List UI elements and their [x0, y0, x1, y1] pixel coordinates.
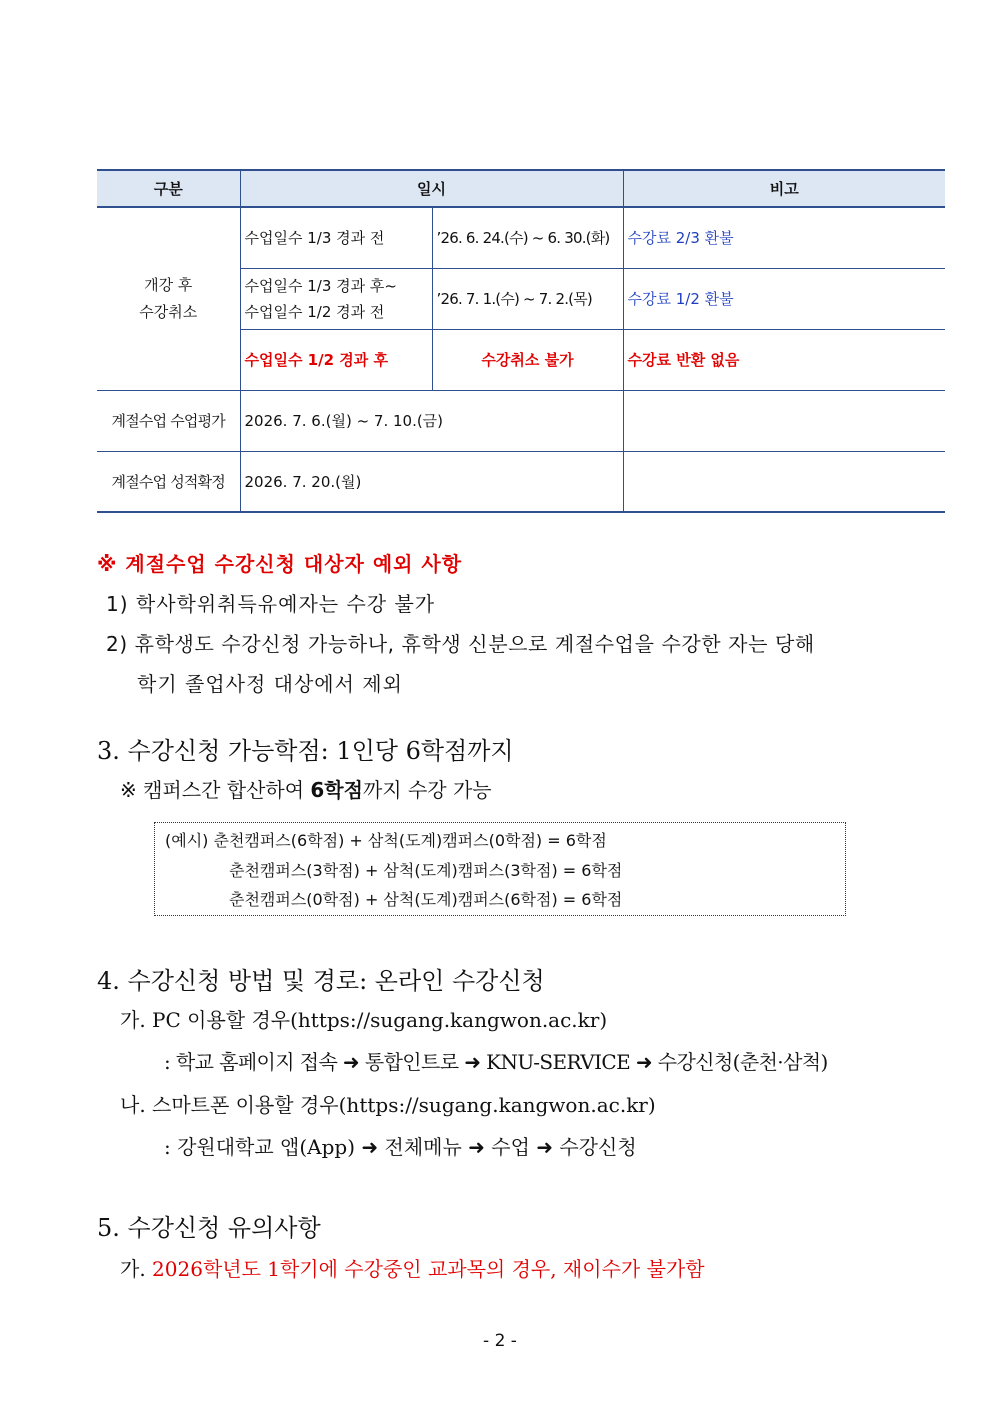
cancel-group-label-line1: 개강 후 [144, 275, 193, 294]
example-line-1: (예시) 춘천캠퍼스(6학점) + 삼척(도계)캠퍼스(0학점) = 6학점 [165, 831, 607, 850]
period-line1: 수업일수 1/3 경과 후~ [244, 276, 397, 295]
cancel-group-label-line2: 수강취소 [139, 302, 198, 321]
period-line2: 수업일수 1/2 경과 전 [244, 302, 385, 321]
date-cell: 수강취소 불가 [432, 329, 623, 390]
section3-title: 3. 수강신청 가능학점: 1인당 6학점까지 [97, 737, 514, 765]
note-cell: 수강료 1/2 환불 [623, 268, 945, 329]
grade-label-cell: 계절수업 성적확정 [97, 451, 240, 512]
section4-b-title: 나. 스마트폰 이용할 경우(https://sugang.kangwon.ac.kr) [120, 1093, 656, 1117]
exceptions-title: ※ 계절수업 수강신청 대상자 예외 사항 [97, 552, 463, 576]
period-cell: 수업일수 1/3 경과 전 [240, 207, 432, 268]
section3-note-bold: 6학점 [310, 778, 363, 802]
example-line-3: 춘천캠퍼스(0학점) + 삼척(도계)캠퍼스(6학점) = 6학점 [229, 890, 623, 909]
section4-a-title: 가. PC 이용할 경우(https://sugang.kangwon.ac.kr) [120, 1008, 608, 1032]
credit-example-box [154, 822, 846, 916]
header-date: 일시 [240, 170, 623, 207]
example-line-2: 춘천캠퍼스(3학점) + 삼척(도계)캠퍼스(3학점) = 6학점 [229, 861, 623, 880]
section4-a-path: : 학교 홈페이지 접속 ➜ 통합인트로 ➜ KNU-SERVICE ➜ 수강신청(춘천·삼척) [164, 1050, 828, 1074]
exception-item-2-line1: 2) 휴학생도 수강신청 가능하나, 휴학생 신분으로 계절수업을 수강한 자는 당해 [106, 632, 815, 656]
section4-b-path: : 강원대학교 앱(App) ➜ 전체메뉴 ➜ 수업 ➜ 수강신청 [164, 1135, 637, 1159]
section5-title: 5. 수강신청 유의사항 [97, 1214, 321, 1242]
section5-a-prefix: 가. [120, 1257, 153, 1281]
period-cell [240, 268, 432, 329]
section5-a [120, 1253, 705, 1282]
grade-date-cell: 2026. 7. 20.(월) [240, 451, 623, 512]
eval-date-cell: 2026. 7. 6.(월) ~ 7. 10.(금) [240, 390, 623, 451]
grade-note-cell [623, 451, 945, 512]
section4-title: 4. 수강신청 방법 및 경로: 온라인 수강신청 [97, 967, 545, 995]
section3-note-suffix: 까지 수강 가능 [362, 778, 492, 802]
period-cell: 수업일수 1/2 경과 후 [240, 329, 432, 390]
note-cell: 수강료 반환 없음 [623, 329, 945, 390]
exception-item-1: 1) 학사학위취득유예자는 수강 불가 [106, 592, 436, 616]
exception-item-2-line2: 학기 졸업사정 대상에서 제외 [137, 672, 403, 696]
date-cell: ’26. 7. 1.(수) ~ 7. 2.(목) [432, 268, 623, 329]
schedule-table [97, 169, 945, 513]
date-cell: ’26. 6. 24.(수) ~ 6. 30.(화) [432, 207, 623, 268]
section3-note-prefix: ※ 캠퍼스간 합산하여 [120, 778, 311, 802]
cancel-group-cell [97, 207, 240, 390]
note-cell: 수강료 2/3 환불 [623, 207, 945, 268]
eval-label-cell: 계절수업 수업평가 [97, 390, 240, 451]
eval-note-cell [623, 390, 945, 451]
page-number: - 2 - [483, 1331, 517, 1351]
section5-a-text: 2026학년도 1학기에 수강중인 교과목의 경우, 재이수가 불가함 [152, 1257, 705, 1281]
header-category: 구분 [97, 170, 240, 207]
section3-note [120, 774, 492, 803]
header-note: 비고 [623, 170, 945, 207]
